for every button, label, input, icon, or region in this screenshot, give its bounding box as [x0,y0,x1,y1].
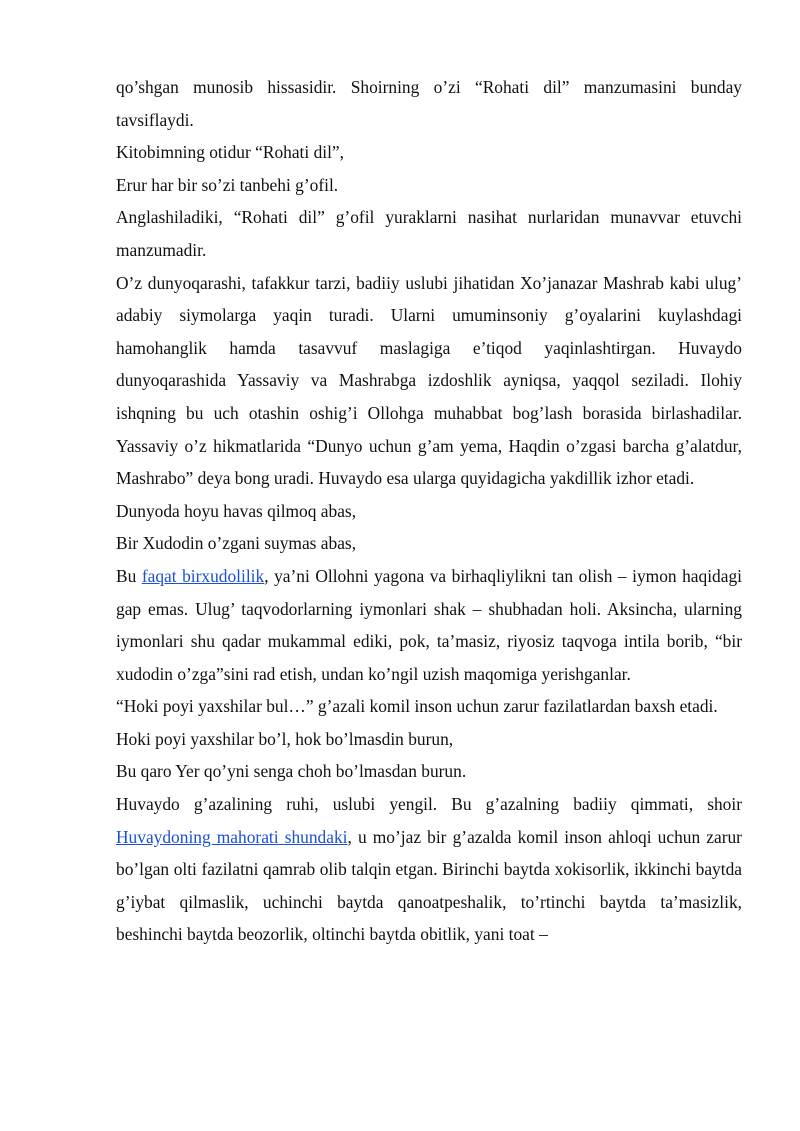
paragraph-3: O’z dunyoqarashi, tafakkur tarzi, badiiy uslubi jihatidan Xo’janazar Mashrab kabi ulug’ adabiy siymolarga yaqin turadi. Ularni umuminsoniy g’oyalarini kuylashdagi hamohanglik hamda tasavvuf maslagiga e’tiqod yaqinlashtirgan. Huvaydo dunyoqarashida Yassaviy va Mashrabga izdoshlik ayniqsa, yaqqol seziladi. Ilohiy ishqning bu uch otashin oshig’i Ollohga muhabbat bog’lash borasida birlashadilar. Yassaviy o’z hikmatlarida “Dunyo uchun g’am yema, Haqdin o’zgasi barcha g’alatdur, Mashrabo” deya bong uradi. Huvaydo esa ularga quyidagicha yakdillik izhor etadi. [116,272,742,489]
verse-line-2: Erur har bir so’zi tanbehi g’ofil. [116,174,339,195]
document-page [116,71,742,951]
paragraph-6-text-start: Huvaydo g’azalining ruhi, uslubi yengil. Bu g’azalning badiiy qimmati, shoir [116,794,742,815]
verse-line-1: Kitobimning otidur “Rohati dil”, [116,142,344,163]
paragraph-6 [116,788,742,951]
verse-line-4: Bir Xudodin o’zgani suymas abas, [116,533,357,554]
verse-line-6: Bu qaro Yer qo’yni senga choh bo’lmasdan burun. [116,761,467,782]
verse-line-3: Dunyoda hoyu havas qilmoq abas, [116,500,357,521]
paragraph-4 [116,560,742,690]
paragraph-4-text-start: Bu [116,565,142,586]
birxudolilik-link[interactable]: faqat birxudolilik [141,565,265,586]
paragraph-6-text-end: , u mo’jaz bir g’azalda komil inson ahloqi uchun zarur bo’lgan olti fazilatni qamrab olib talqin etgan. Birinchi baytda xokisorlik, ikkinchi baytda g’iybat qilmaslik, uchinchi baytda qanoatpeshalik, to’rtinchi baytda ta’masizlik, beshinchi baytda beozorlik, oltinchi baytda obitlik, yani toat – [116,826,742,945]
verse-line-5: Hoki poyi yaxshilar bo’l, hok bo’lmasdin burun, [116,728,454,749]
paragraph-5: “Hoki poyi yaxshilar bul…” g’azali komil inson uchun zarur fazilatlardan baxsh etadi. [116,696,718,717]
paragraph-4-text-end: , ya’ni Ollohni yagona va birhaqliylikni tan olish – iymon haqidagi gap emas. Ulug’ taqvodorlarning iymonlari shak – shubhadan holi. Aksincha, ularning iymonlari shu qadar mukammal ediki, pok, ta’masiz, riyosiz taqvoga intila borib, “bir xudodin o’zga”sini rad etish, undan ko’ngil uzish maqomiga yerishganlar. [116,565,742,684]
paragraph-2: Anglashiladiki, “Rohati dil” g’ofil yuraklarni nasihat nurlaridan munavvar etuvchi manzumadir. [116,207,742,260]
huvaydo-mahorati-link[interactable]: Huvaydoning mahorati shundaki [116,826,348,847]
paragraph-1: qo’shgan munosib hissasidir. Shoirning o’zi “Rohati dil” manzumasini bunday tavsiflaydi. [116,77,742,130]
